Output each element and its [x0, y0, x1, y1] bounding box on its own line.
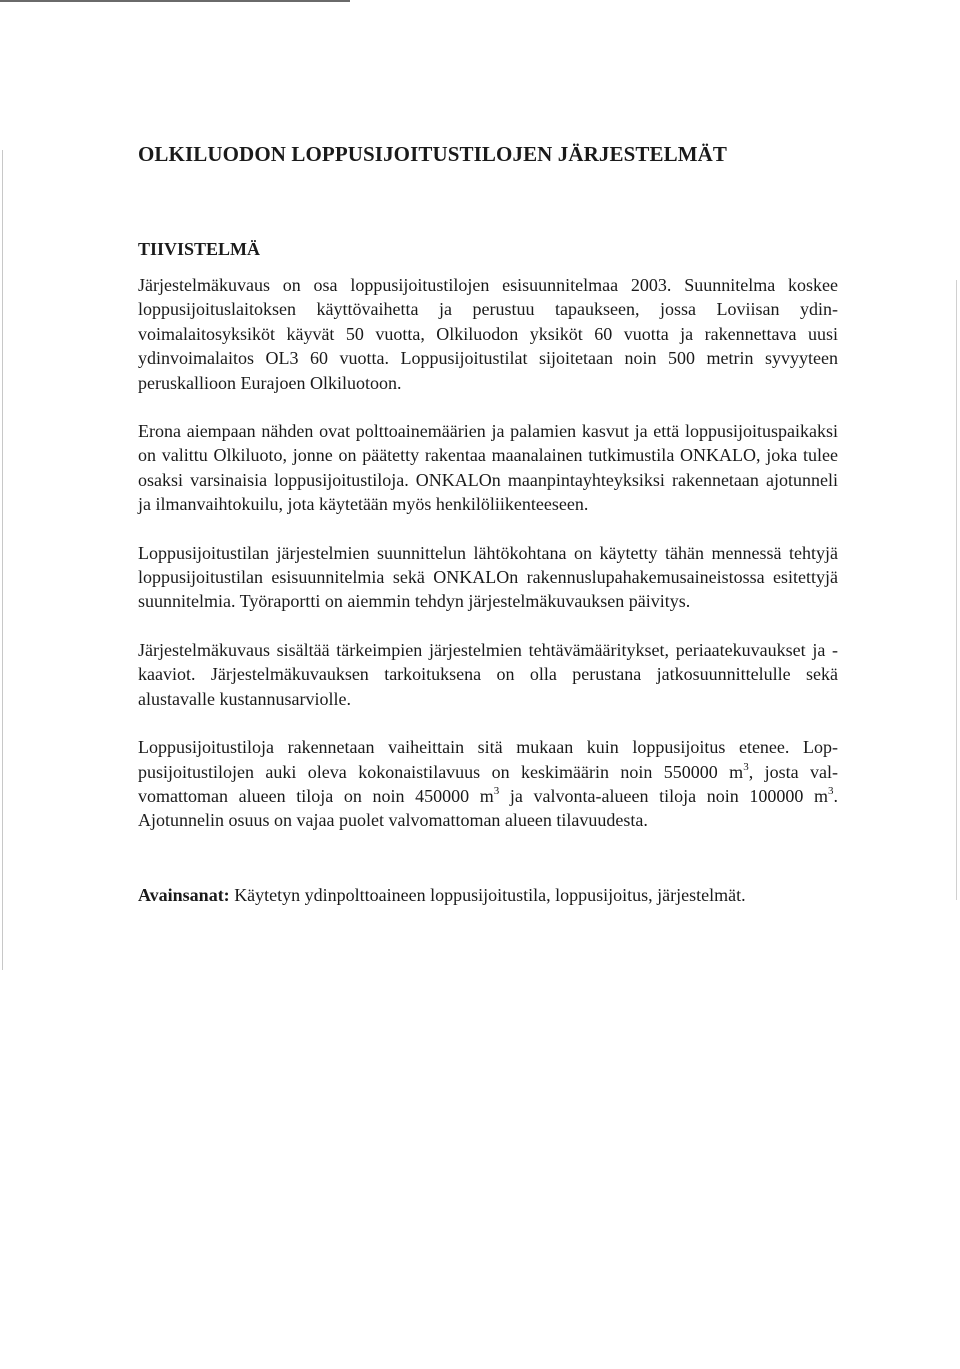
abstract-paragraph-1: Järjestelmäkuvaus on osa loppusijoitustilojen esisuunnitelmaa 2003. Suunnitelma koskee loppusijoituslaitoksen käyttövaihetta ja perustuu tapaukseen, jossa Loviisan ydinvoimalaitosyksiköt käyvät 50 vuotta, Olkiluodon yksiköt 60 vuotta ja rakennettava uusi ydinvoimalaitos OL3 60 vuotta. Loppusijoitustilat sijoitetaan noin 500 metrin syvyyteen peruskallioon Eurajoen Olkiluotoon. [138, 275, 838, 393]
scan-edge-left [2, 150, 3, 970]
document-page [138, 138, 838, 907]
volume-text-2: , josta valvomattoman alueen tiloja on noin 450000 m [138, 761, 838, 806]
abstract-paragraph-4: Järjestelmäkuvaus sisältää tärkeimpien järjestelmien tehtävämääritykset, periaatekuvaukset ja -kaaviot. Järjestelmäkuvauksen tarkoituksena on olla perustana jatkosuunnittelulle sekä alustavalle kustannusarviolle. [138, 639, 838, 709]
keywords-line [138, 883, 838, 907]
abstract-paragraph-3: Loppusijoitustilan järjestelmien suunnittelun lähtökohtana on käytetty tähän mennessä tehtyjä loppusijoitustilan esisuunnitelmia sekä ONKALOn rakennuslupahakemusaineistossa esitettyjä suunnitelmia. Työraportti on aiemmin tehdyn järjestelmäkuvauksen päivitys. [138, 542, 838, 612]
keywords-label: Avainsanat: [138, 884, 230, 905]
cubic-exponent: 3 [743, 760, 749, 773]
abstract-heading: TIIVISTELMÄ [138, 239, 261, 259]
volume-text-4: . Ajotunnelin osuus on vajaa puolet valvomattoman alueen tilavuudesta. [138, 785, 838, 831]
scan-edge-top [0, 0, 350, 2]
cubic-exponent: 3 [493, 784, 500, 797]
document-title: OLKILUODON LOPPUSIJOITUSTILOJEN JÄRJESTELMÄT [138, 142, 728, 166]
abstract-paragraph-2: Erona aiempaan nähden ovat polttoainemäärien ja palamien kasvut ja että loppusijoituspaikaksi on valittu Olkiluoto, jonne on päätetty rakentaa maanalainen tutkimustila ONKALO, joka tulee osaksi varsinaisia loppusijoitustiloja. ONKALOn maanpintayhteyksiksi rakennetaan ajotunneli ja ilmanvaihtokuilu, jota käytetään myös henkilöliikenteeseen. [138, 421, 838, 515]
volume-text-3: ja valvonta-alueen tiloja noin 100000 m [499, 785, 828, 806]
keywords-text: Käytetyn ydinpolttoaineen loppusijoitustila, loppusijoitus, järjestelmät. [229, 884, 746, 905]
scan-edge-right [956, 280, 957, 900]
volume-text-1: Loppusijoitustiloja rakennetaan vaiheittain sitä mukaan kuin loppusijoitus etenee. Loppusijoitustilojen auki oleva kokonaistilavuus on keskimäärin noin 550000 m [138, 737, 838, 782]
abstract-paragraph-5 [138, 735, 838, 833]
cubic-exponent: 3 [828, 784, 834, 797]
